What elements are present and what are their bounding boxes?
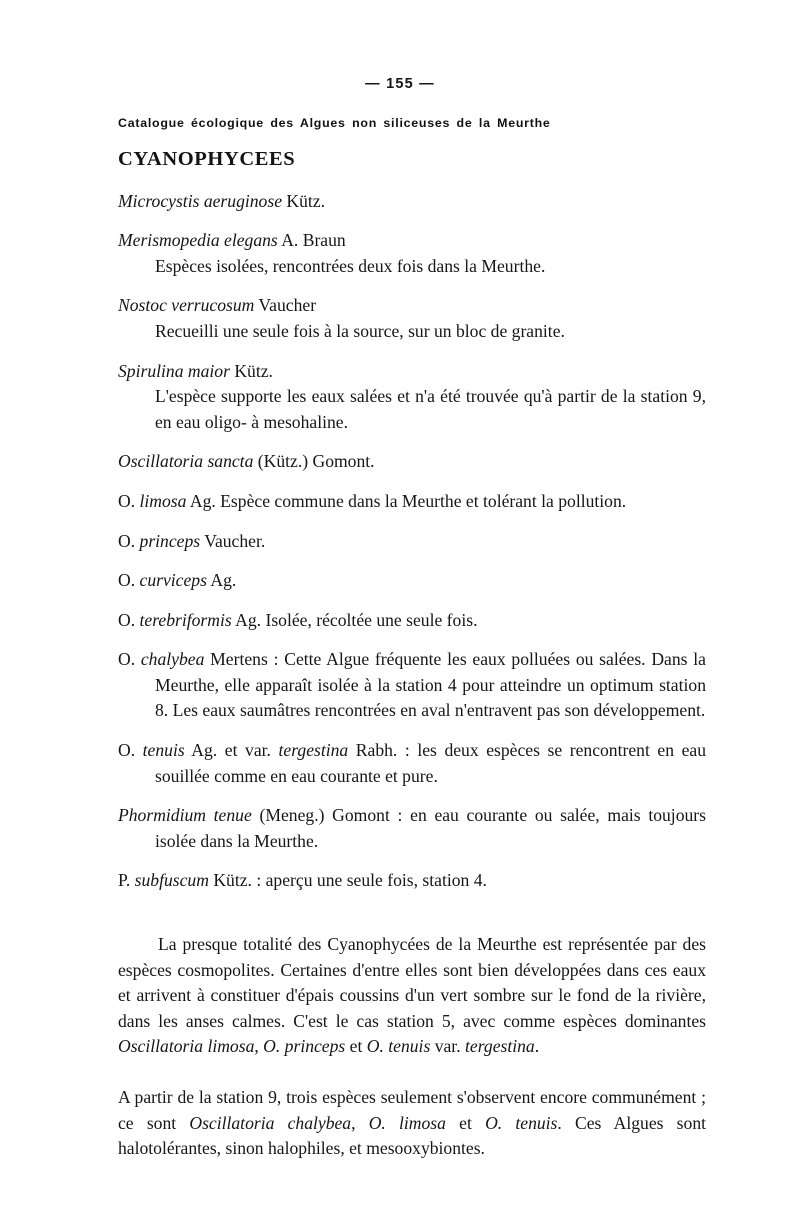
- variety-name: tergestina: [465, 1036, 535, 1057]
- species-description: L'espèce supporte les eaux salées et n'a été trouvée qu'à partir de la station 9, en eau oligo- à mesohaline.: [155, 386, 706, 432]
- species-entry-phormidium-tenue: [118, 803, 706, 854]
- page-title: CYANOPHYCEES: [118, 148, 296, 170]
- species-name: Microcystis aeruginose: [118, 190, 283, 211]
- species-authority: A. Braun: [277, 230, 346, 251]
- paragraph-text: . Ces Algues sont halotolérantes, sinon halophiles, et mesooxybiontes.: [118, 1112, 707, 1159]
- genus-abbreviation: O.: [118, 490, 140, 511]
- species-description: Kütz. : aperçu une seule fois, station 4.: [208, 870, 487, 891]
- species-entry-o-chalybea: [118, 647, 706, 724]
- species-entry-o-limosa: [118, 489, 706, 515]
- genus-abbreviation: O.: [118, 609, 140, 630]
- species-authority: Kütz.: [282, 190, 326, 211]
- species-authority: (Kütz.) Gomont.: [253, 451, 375, 472]
- genus-abbreviation: O.: [118, 570, 140, 591]
- running-head: Catalogue écologique des Algues non siliceuses de la Meurthe: [118, 116, 551, 130]
- paragraph-text: A partir de la station 9, trois espèces seulement s'observent encore communément ; ce sont: [118, 1087, 706, 1133]
- species-entry-o-tenuis: [118, 738, 706, 789]
- species-entry-o-curviceps: [118, 568, 706, 594]
- species-entry-spirulina-maior: [118, 359, 706, 436]
- species-name: Oscillatoria sancta: [118, 451, 254, 472]
- genus-abbreviation: O.: [118, 740, 143, 761]
- page-number: — 155 —: [365, 76, 435, 92]
- text-column: [118, 148, 706, 1162]
- species-description: Rabh. : les deux espèces se rencontrent en eau souillée comme en eau courante et pure.: [155, 740, 706, 786]
- species-name: O. limosa: [368, 1112, 446, 1133]
- species-description: Mertens : Cette Algue fréquente les eaux polluées ou salées. Dans la Meurthe, elle apparaît isolée à la station 4 pour atteindre un optimum station 8. Les eaux saumâtres rencontrées en aval n'entravent pas son développement.: [155, 649, 706, 721]
- species-name: terebriformis: [139, 609, 232, 630]
- species-description: Espèces isolées, rencontrées deux fois dans la Meurthe.: [155, 255, 546, 276]
- species-name: O. tenuis: [366, 1036, 431, 1057]
- species-description: Recueilli une seule fois à la source, sur un bloc de granite.: [155, 320, 565, 341]
- paragraph-text: La presque totalité des Cyanophycées de la Meurthe est représentée par des espèces cosmopolites. Certaines d'entre elles sont bien développées dans ces eaux et arrivent à constituer d'épais coussins d'un vert sombre sur le fond de la rivière, dans les anses calmes. C'est le cas station 5, avec comme espèces dominantes: [118, 934, 706, 1031]
- species-name: Phormidium tenue: [118, 805, 252, 826]
- species-entry-p-subfuscum: [118, 868, 706, 894]
- species-name: Merismopedia elegans: [118, 230, 278, 251]
- species-description: (Meneg.) Gomont : en eau courante ou salée, mais toujours isolée dans la Meurthe.: [155, 805, 706, 851]
- species-authority: Ag.: [206, 570, 237, 591]
- species-name: O. princeps: [263, 1036, 346, 1057]
- closing-paragraph-one: [118, 932, 706, 1060]
- paragraph-text: et: [445, 1112, 486, 1133]
- species-authority: Ag. et var.: [184, 740, 279, 761]
- species-name: Nostoc verrucosum: [118, 295, 255, 316]
- species-description: Ag. Espèce commune dans la Meurthe et tolérant la pollution.: [186, 490, 627, 511]
- species-authority: Kütz.: [229, 360, 273, 381]
- species-entry-merismopedia-elegans: [118, 228, 706, 279]
- genus-abbreviation: O.: [118, 649, 141, 670]
- paragraph-text: var.: [430, 1036, 465, 1057]
- paragraph-text: et: [345, 1036, 367, 1057]
- species-entry-oscillatoria-sancta: [118, 449, 706, 475]
- closing-paragraph-two: [118, 1085, 706, 1162]
- species-authority: Vaucher: [254, 295, 317, 316]
- species-name: O. tenuis: [485, 1112, 558, 1133]
- species-name: princeps: [139, 530, 201, 551]
- species-name: Spirulina maior: [118, 360, 230, 381]
- species-name: Oscillatoria limosa: [118, 1036, 255, 1057]
- paragraph-text: ,: [254, 1036, 264, 1057]
- species-entry-nostoc-verrucosum: [118, 293, 706, 344]
- genus-abbreviation: O.: [118, 530, 140, 551]
- species-name: Oscillatoria chalybea: [189, 1112, 352, 1133]
- species-name: limosa: [139, 490, 187, 511]
- species-entry-microcystis-aeruginose: [118, 189, 706, 215]
- species-entry-o-princeps: [118, 529, 706, 555]
- species-name: tenuis: [142, 740, 185, 761]
- species-name: subfuscum: [134, 870, 209, 891]
- variety-name: tergestina: [278, 740, 349, 761]
- species-entry-o-terebriformis: [118, 608, 706, 634]
- species-name: curviceps: [139, 570, 207, 591]
- species-description: Ag. Isolée, récoltée une seule fois.: [231, 609, 478, 630]
- paragraph-text: .: [534, 1036, 540, 1057]
- species-authority: Vaucher.: [200, 530, 266, 551]
- species-name: chalybea: [140, 649, 205, 670]
- genus-abbreviation: P.: [118, 870, 135, 891]
- paragraph-text: ,: [351, 1112, 369, 1133]
